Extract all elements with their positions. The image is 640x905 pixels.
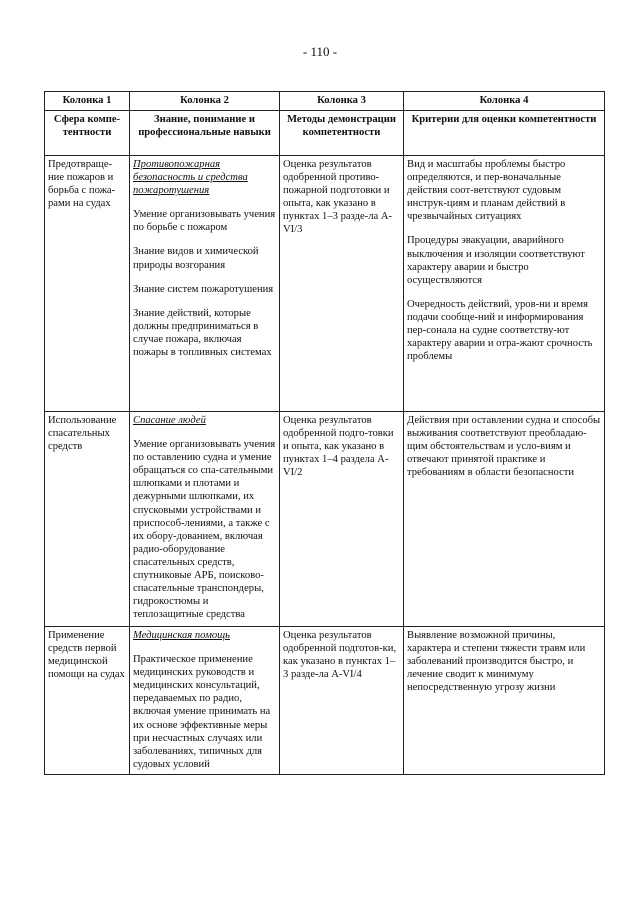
- criteria-item: Очередность действий, уров-ни и время подачи сообще-ний и информирования пер-сонала на судне соответству-ют характеру аварии и отра-жают срочность проблемы: [407, 298, 593, 363]
- knowledge-cell: [130, 156, 280, 412]
- criteria-item: Выявление возможной причины, характера и степени тяжести травм или заболеваний производится быстро, и лечение сводит к минимуму непосредственную угрозу жизни: [407, 630, 586, 694]
- sphere-cell: Применение средств первой медицинской помощи на судах: [45, 627, 130, 775]
- knowledge-item: Умение организовывать учения по оставлению судна и умение обращаться со спа-сательными шлюпками и плотами и дежурными шлюпками, их спусковыми устройствами и приспособ-лениями, а также с их обору-дованием, включая радио-оборудование спасательных средств, спутниковые АРБ, поисково-спасательные транспондеры, гидрокостюмы и теплозащитные средства: [133, 439, 276, 621]
- table-row: [45, 412, 605, 627]
- column-number-2: Колонка 2: [130, 92, 280, 111]
- knowledge-item: Знание видов и химической природы возгорания: [133, 246, 259, 271]
- page-number: - 110 -: [302, 44, 338, 59]
- column-number-3: Колонка 3: [280, 92, 404, 111]
- methods-cell: Оценка результатов одобренной подго-товки и опыта, как указано в пунктах 1–4 раздела A-VI/2: [280, 412, 404, 627]
- criteria-item: Действия при оставлении судна и способы выживания соответствуют преобладаю-щим обстоятельствам и усло-виям и отвечают принятой практике и требованиям в области безопасности: [407, 415, 601, 479]
- knowledge-item: Практическое применение медицинских руководств и медицинских консультаций, передаваемых по радио, включая умение принимать на их основе эффективные меры при несчастных случаях или заболеваниях, типичных для судовых условий: [133, 654, 271, 770]
- knowledge-cell: [130, 627, 280, 775]
- knowledge-topic: Противопожарная безопасность и средства пожаротушения: [133, 159, 248, 197]
- table-row: [45, 627, 605, 775]
- header-knowledge: Знание, понимание и профессиональные навыки: [130, 111, 280, 156]
- header-criteria: Критерии для оценки компетентности: [404, 111, 605, 156]
- criteria-cell: [404, 627, 605, 775]
- column-number-4: Колонка 4: [404, 92, 605, 111]
- knowledge-item: Умение организовывать учения по борьбе с пожаром: [133, 209, 276, 234]
- knowledge-cell: [130, 412, 280, 627]
- sphere-cell: Предотвраще-ние пожаров и борьба с пожа-рами на судах: [45, 156, 130, 412]
- methods-cell: Оценка результатов одобренной противо-пожарной подготовки и опыта, как указано в пунктах 1–3 разде-ла A-VI/3: [280, 156, 404, 412]
- header-sphere: Сфера компе-тентности: [45, 111, 130, 156]
- sphere-cell: Использование спасательных средств: [45, 412, 130, 627]
- knowledge-topic: Спасание людей: [133, 415, 206, 426]
- header-methods: Методы демонстрации компетентности: [280, 111, 404, 156]
- criteria-item: Процедуры эвакуации, аварийного выключения и изоляции соответствуют характеру аварии и быстро осуществляются: [407, 235, 585, 286]
- methods-cell: Оценка результатов одобренной подготов-ки, как указано в пунктах 1–3 разде-ла A-VI/4: [280, 627, 404, 775]
- criteria-cell: [404, 412, 605, 627]
- criteria-item: Вид и масштабы проблемы быстро определяются, и пер-воначальные действия соот-ветствуют судовым инструк-циям и планам действий в чрезвычайных ситуациях: [407, 159, 566, 223]
- knowledge-item: Знание действий, которые должны предприниматься в случае пожара, включая пожары в топливных системах: [133, 307, 272, 359]
- column-number-1: Колонка 1: [45, 92, 130, 111]
- knowledge-item: Знание систем пожаротушения: [133, 283, 274, 295]
- competence-table: [44, 91, 605, 775]
- column-header-row: [45, 111, 605, 156]
- column-number-row: [45, 92, 605, 111]
- criteria-cell: [404, 156, 605, 412]
- table-row: [45, 156, 605, 412]
- knowledge-topic: Медицинская помощь: [133, 630, 230, 641]
